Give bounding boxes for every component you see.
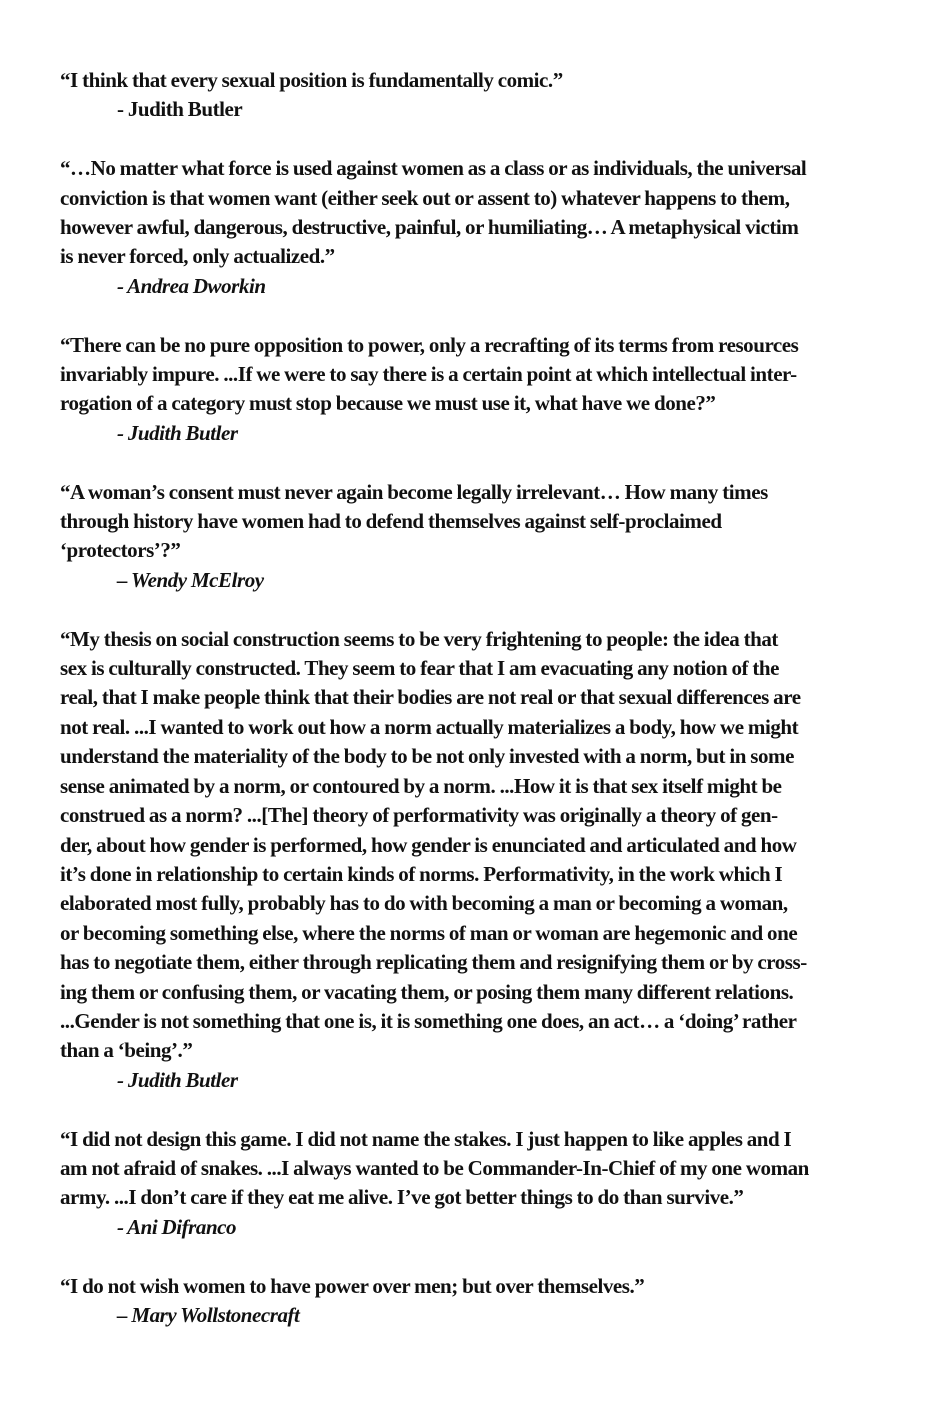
quote-line: not real. ...I wanted to work out how a norm actually materializes a body, how we might (60, 714, 799, 739)
quote-line: ...Gender is not something that one is, it is something one does, an act… a ‘doing’ rather (60, 1008, 797, 1033)
quote-block-butler-1 (60, 66, 890, 125)
quote-line: der, about how gender is performed, how gender is enunciated and articulated and how (60, 832, 797, 857)
quote-text (60, 478, 890, 566)
quote-attribution: – Mary Wollstonecraft (117, 1302, 300, 1327)
quote-line: sense animated by a norm, or contoured by a norm. ...How it is that sex itself might be (60, 773, 782, 798)
quote-line: through history have women had to defend themselves against self-proclaimed (60, 509, 722, 534)
quote-line: am not afraid of snakes. ...I always wanted to be Commander-In-Chief of my one woman (60, 1155, 809, 1180)
quote-text (60, 154, 890, 272)
quote-line: has to negotiate them, either through replicating them and resignifying them or by cross- (60, 950, 807, 975)
quote-line: “A woman’s consent must never again become legally irrelevant… How many times (60, 479, 768, 504)
quote-attribution: - Judith Butler (117, 1067, 238, 1092)
quote-line: is never forced, only actualized.” (60, 244, 335, 269)
quote-block-dworkin (60, 154, 890, 301)
quotes-page (60, 66, 890, 1360)
quote-line: rogation of a category must stop because we must use it, what have we done?” (60, 391, 716, 416)
quote-line: “…No matter what force is used against women as a class or as individuals, the universal (60, 156, 807, 181)
quote-block-butler-2 (60, 331, 890, 449)
quote-line: invariably impure. ...If we were to say there is a certain point at which intellectual inter- (60, 362, 797, 387)
quote-line: understand the materiality of the body to be not only invested with a norm, but in some (60, 744, 794, 769)
quote-attribution: - Andrea Dworkin (117, 273, 266, 298)
quote-line: than a ‘being’.” (60, 1038, 193, 1063)
quote-text (60, 66, 890, 95)
quote-line: army. ...I don’t care if they eat me alive. I’ve got better things to do than survive.” (60, 1185, 744, 1210)
quote-block-butler-3 (60, 625, 890, 1096)
quote-line: “I think that every sexual position is fundamentally comic.” (60, 68, 563, 92)
quote-block-wollstonecraft (60, 1272, 890, 1331)
quote-text (60, 1125, 890, 1213)
quote-line: ‘protectors’?” (60, 538, 181, 563)
quote-line: conviction is that women want (either seek out or assent to) whatever happens to them, (60, 185, 790, 210)
quote-line: “There can be no pure opposition to power, only a recrafting of its terms from resources (60, 332, 799, 357)
quote-line: ing them or confusing them, or vacating them, or posing them many different relations. (60, 979, 794, 1004)
quote-block-difranco (60, 1125, 890, 1243)
quote-text (60, 1272, 890, 1301)
quote-line: however awful, dangerous, destructive, painful, or humiliating… A metaphysical victim (60, 215, 799, 240)
quote-attribution: - Judith Butler (117, 97, 243, 122)
quote-line: it’s done in relationship to certain kinds of norms. Performativity, in the work which I (60, 861, 783, 886)
quote-line: “I did not design this game. I did not name the stakes. I just happen to like apples and I (60, 1126, 792, 1151)
quote-line: elaborated most fully, probably has to do with becoming a man or becoming a woman, (60, 891, 788, 916)
quote-block-mcelroy (60, 478, 890, 596)
quote-line: sex is culturally constructed. They seem to fear that I am evacuating any notion of the (60, 656, 780, 681)
quote-line: real, that I make people think that their bodies are not real or that sexual differences are (60, 685, 801, 710)
quote-line: or becoming something else, where the norms of man or woman are hegemonic and one (60, 920, 798, 945)
quote-line: “My thesis on social construction seems to be very frightening to people: the idea that (60, 626, 778, 651)
quote-line: construed as a norm? ...[The] theory of performativity was originally a theory of gen- (60, 803, 778, 828)
quote-attribution: – Wendy McElroy (117, 567, 264, 592)
quote-line: “I do not wish women to have power over men; but over themselves.” (60, 1273, 645, 1298)
quote-text (60, 331, 890, 419)
quote-attribution: - Ani Difranco (117, 1214, 237, 1239)
quote-attribution: - Judith Butler (117, 420, 238, 445)
quote-text (60, 625, 890, 1066)
